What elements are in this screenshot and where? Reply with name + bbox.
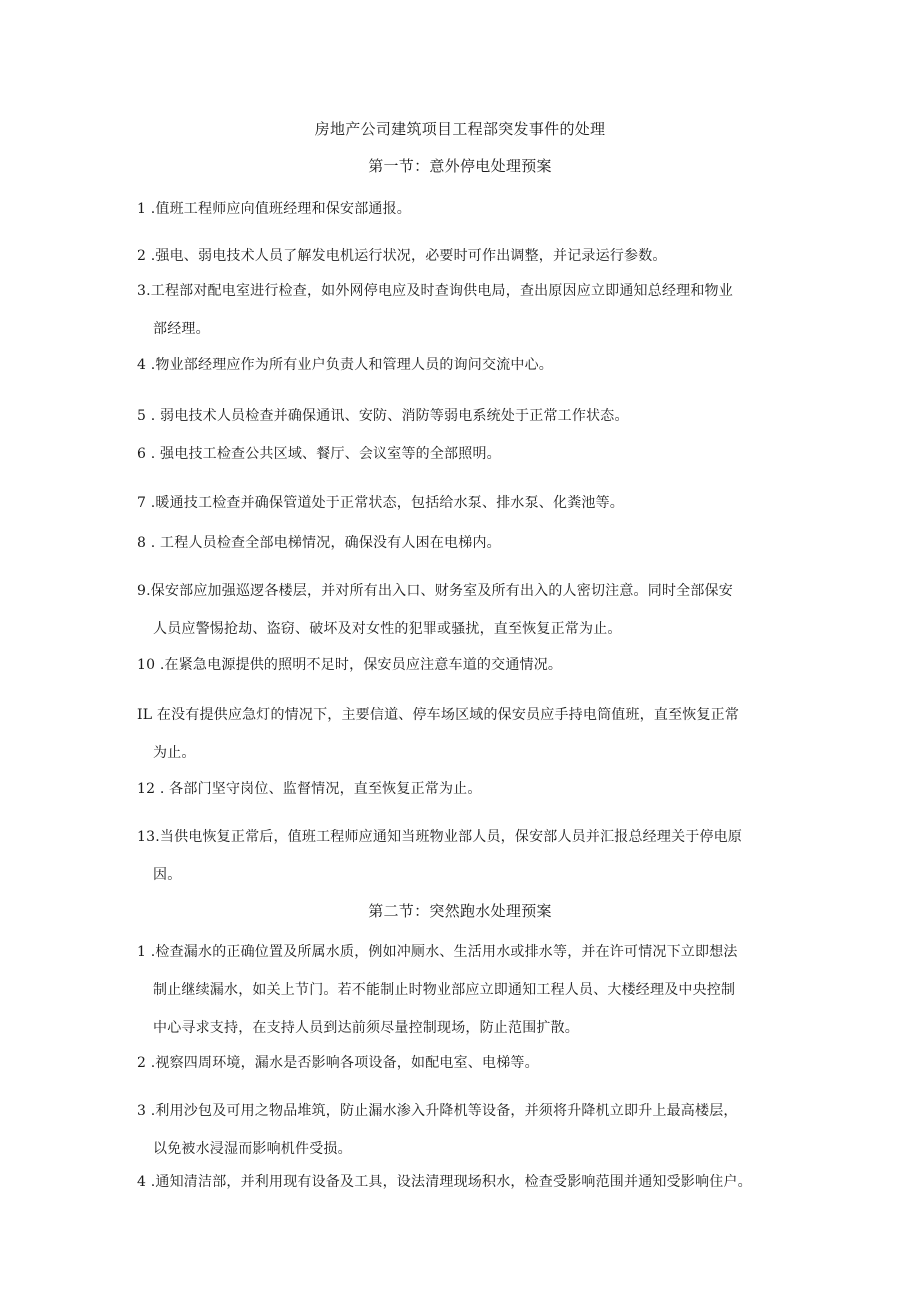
item-number: IL: [137, 707, 153, 723]
item-text-continuation: 为止。: [153, 745, 196, 761]
item-number: 7: [137, 495, 147, 511]
item-text: .值班工程师应向值班经理和保安部通报。: [146, 201, 412, 217]
item-number: 2: [137, 248, 147, 264]
item-text: . 弱电技术人员检查并确保通讯、安防、消防等弱电系统处于正常工作状态。: [146, 408, 629, 424]
item-number: 3: [137, 1103, 147, 1119]
list-item: [137, 237, 797, 275]
item-number: 6: [137, 446, 147, 462]
item-text: .物业部经理应作为所有业户负责人和管理人员的询问交流中心。: [146, 357, 554, 373]
item-number: 9: [137, 583, 147, 599]
item-number: 4: [137, 357, 147, 373]
list-item: [137, 272, 797, 348]
item-text: .在紧急电源提供的照明不足时，保安员应注意车道的交通情况。: [155, 657, 563, 673]
list-item: [137, 818, 797, 894]
item-text-continuation: 制止继续漏水，如关上节门。若不能制止时物业部应立即通知工程人员、大楼经理及中央控制: [153, 982, 736, 998]
item-text-continuation: 因。: [153, 867, 182, 883]
item-number: 1: [137, 944, 147, 960]
list-item: [137, 397, 797, 435]
item-text: .利用沙包及可用之物品堆筑，防止漏水渗入升降机等设备，并须将升降机立即升上最高楼层，: [146, 1103, 738, 1119]
item-text: .暖通技工检查并确保管道处于正常状态，包括给水泵、排水泵、化粪池等。: [146, 495, 625, 511]
item-number: 1: [137, 201, 147, 217]
list-item: [137, 190, 797, 228]
item-number: 8: [137, 535, 147, 551]
list-item: [137, 1044, 797, 1082]
item-number: 10: [137, 657, 156, 673]
item-text-continuation: 人员应警惕抢劫、盗窃、破坏及对女性的犯罪或骚扰，直至恢复正常为止。: [153, 621, 622, 637]
item-text: .工程部对配电室进行检查，如外网停电应及时查询供电局，查出原因应立即通知总经理和物业: [146, 283, 733, 299]
item-text: . 强电技工检查公共区域、餐厅、会议室等的全部照明。: [146, 446, 501, 462]
list-item: [137, 1163, 797, 1201]
item-text-continuation: 以免被水浸湿而影响机件受损。: [153, 1141, 352, 1157]
item-number: 5: [137, 408, 147, 424]
item-number: 2: [137, 1055, 147, 1071]
document-title: 房地产公司建筑项目工程部突发事件的处理: [314, 120, 606, 138]
item-text: .视察四周环境，漏水是否影响各项设备，如配电室、电梯等。: [146, 1055, 539, 1071]
item-number: 3: [137, 283, 147, 299]
list-item: [137, 484, 797, 522]
list-item: [137, 933, 797, 1047]
item-text: .检查漏水的正确位置及所属水质，例如冲厕水、生活用水或排水等，并在许可情况下立即想法: [146, 944, 738, 960]
list-item: [137, 435, 797, 473]
list-item: [137, 1092, 797, 1168]
list-item: [137, 524, 797, 562]
item-number: 12: [137, 781, 156, 797]
section-2-title: 第二节：突然跑水处理预案: [368, 902, 552, 920]
list-item: [137, 346, 797, 384]
list-item: [137, 770, 797, 808]
item-number: 4: [137, 1174, 147, 1190]
list-item: [137, 572, 797, 648]
item-text: .通知清洁部，并利用现有设备及工具，设法清理现场积水，检查受影响范围并通知受影响住户。: [146, 1174, 752, 1190]
item-text: 在没有提供应急灯的情况下，主要信道、停车场区域的保安员应手持电筒值班，直至恢复正常: [152, 707, 740, 723]
item-text: . 工程人员检查全部电梯情况，确保没有人困在电梯内。: [146, 535, 501, 551]
item-text-continuation: 中心寻求支持，在支持人员到达前须尽量控制现场，防止范围扩散。: [153, 1020, 579, 1036]
section-1-title: 第一节：意外停电处理预案: [368, 157, 552, 175]
item-text: . 各部门坚守岗位、监督情况，直至恢复正常为止。: [155, 781, 482, 797]
list-item: [137, 696, 797, 772]
item-number: 13: [137, 829, 156, 845]
item-text: .保安部应加强巡逻各楼层，并对所有出入口、财务室及所有出入的人密切注意。同时全部保安: [146, 583, 733, 599]
list-item: [137, 646, 797, 684]
item-text: .当供电恢复正常后，值班工程师应通知当班物业部人员，保安部人员并汇报总经理关于停电原: [155, 829, 743, 845]
item-text: .强电、弱电技术人员了解发电机运行状况，必要时可作出调整，并记录运行参数。: [146, 248, 667, 264]
item-text-continuation: 部经理。: [153, 321, 210, 337]
